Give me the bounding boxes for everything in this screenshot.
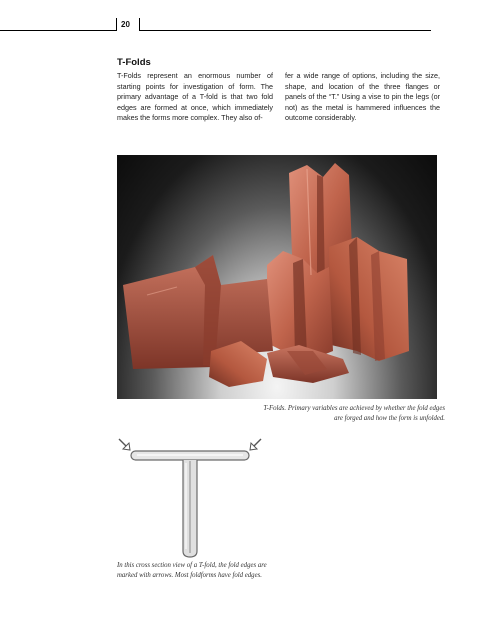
header-tick-left bbox=[116, 18, 117, 31]
diagram-caption: In this cross section view of a T-fold, the fold edges are marked with arrows. Most foldforms have fold edges. bbox=[117, 562, 267, 579]
copper-tfolds-photo bbox=[117, 155, 437, 399]
photo-caption: T-Folds. Primary variables are achieved by whether the fold edges are forged and how the form is unfolded. bbox=[263, 405, 445, 422]
left-fold-edge-arrow-icon bbox=[119, 439, 130, 450]
right-fold-edge-arrow-icon bbox=[250, 439, 261, 450]
page-number: 20 bbox=[121, 20, 130, 29]
body-paragraph-right: fer a wide range of options, including the size, shape, and location of the three flanges or panels of the “T.” Using a vise to pin the legs (or not) as the metal is hammered influences the outcome considerably. bbox=[285, 71, 440, 123]
section-title: T-Folds bbox=[117, 57, 151, 68]
body-paragraph-left: T-Folds represent an enormous number of starting points for investigation of form. The primary advantage of a T-fold is that two fold edges are formed at once, which immediately makes the forms more complex. They also of- bbox=[117, 71, 273, 123]
header-rule-right bbox=[140, 30, 431, 31]
header-tick-right bbox=[139, 18, 140, 31]
tfold-diagram-svg bbox=[115, 433, 275, 563]
tfold-cross-section-diagram bbox=[115, 433, 275, 568]
copper-sculptures-illustration bbox=[117, 155, 437, 399]
header-rule-left bbox=[0, 30, 116, 31]
